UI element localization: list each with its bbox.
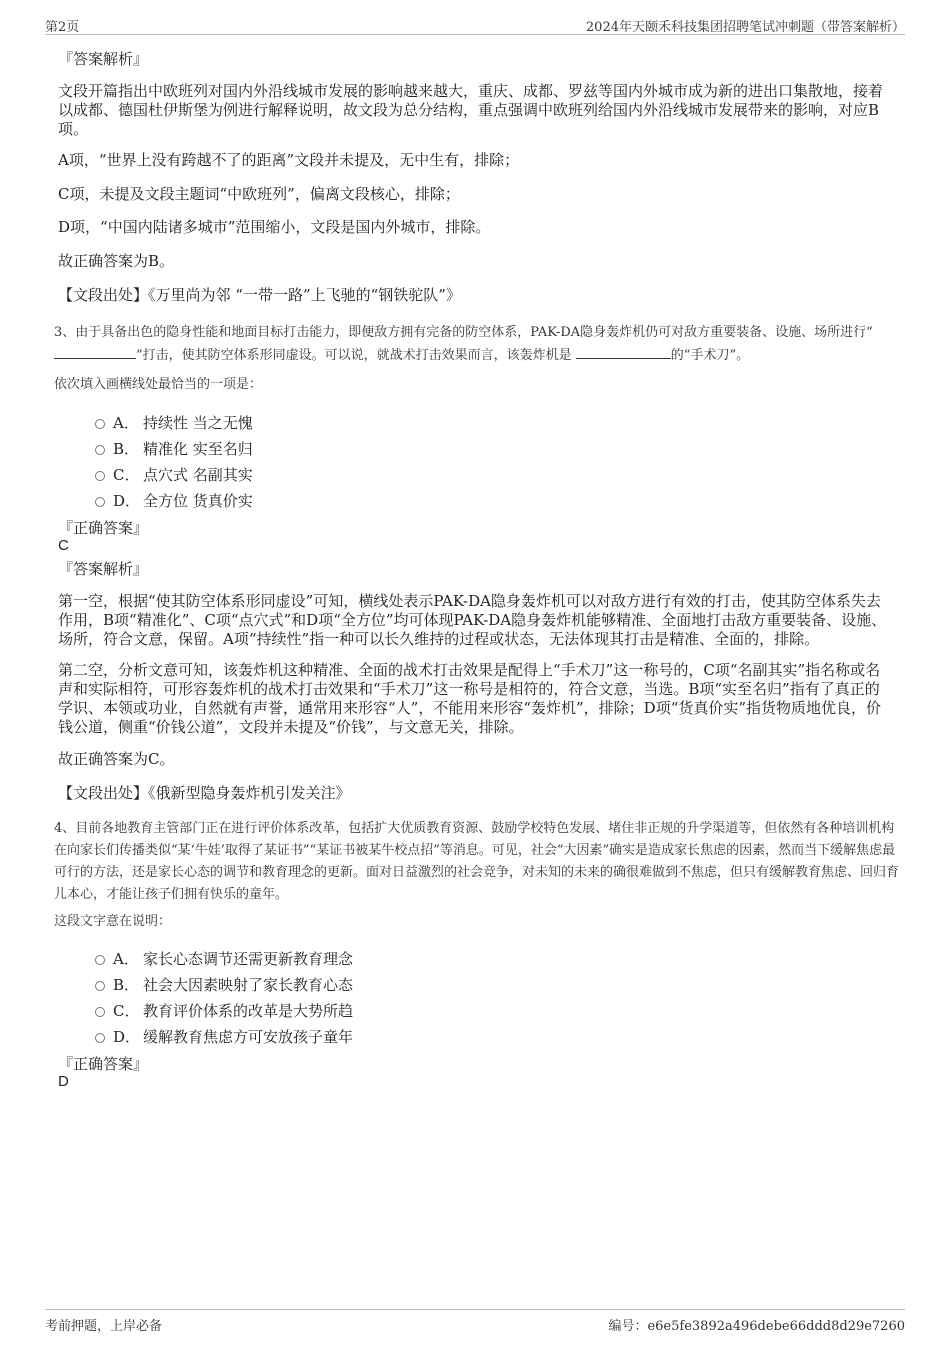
q4-answer-heading: 『正确答案』 [58,1055,149,1073]
q3-option-d[interactable]: D． 全方位 货真价实 [95,490,253,510]
q2-analysis-option-c: C项，未提及文段主题词“中欧班列”，偏离文段核心，排除； [58,185,460,203]
q4-option-d[interactable]: D． 缓解教育焦虑方可安放孩子童年 [95,1026,353,1046]
radio-icon[interactable] [95,1033,105,1043]
q4-option-c[interactable]: C． 教育评价体系的改革是大势所趋 [95,1000,353,1020]
q3-prompt: 依次填入画横线处最恰当的一项是： [54,377,263,392]
page-footer [45,1309,905,1334]
q2-analysis-heading: 『答案解析』 [58,50,149,68]
q3-analysis-paragraph-1: 第一空，根据“使其防空体系形同虚设”可知，横线处表示PAK-DA隐身轰炸机可以对敌方进行有效的打击，使其防空体系失去作用，B项“精准化”、C项“点穴式”和D项“全方位”均可体现PAK-DA隐身轰炸机能够精准、全面地打击敌方重要装备、设施、场所，符合文意，保留。A项“持续性”指一种可以长久维持的过程或状态，无法体现其打击是精准、全面的，排除。 [58,592,887,648]
radio-icon[interactable] [95,981,105,991]
page-header [45,14,905,35]
q2-source: 【文段出处】《万里尚为邻 “一带一路”上飞驰的“钢铁驼队”》 [58,286,461,304]
radio-icon[interactable] [95,1007,105,1017]
q3-answer: C [58,537,69,554]
radio-icon[interactable] [95,471,105,481]
q3-option-b[interactable]: B． 精准化 实至名归 [95,438,253,458]
q4-answer: D [58,1073,69,1090]
q3-option-a[interactable]: A． 持续性 当之无愧 [95,412,253,432]
radio-icon[interactable] [95,419,105,429]
radio-icon[interactable] [95,955,105,965]
page-number: 第2页 [45,20,80,35]
q2-conclusion: 故正确答案为B。 [58,252,175,270]
q3-option-c[interactable]: C． 点穴式 名副其实 [95,464,253,484]
q4-prompt: 这段文字意在说明： [54,914,172,929]
document-title: 2024年天颐禾科技集团招聘笔试冲刺题（带答案解析） [585,20,905,35]
q2-analysis-paragraph: 文段开篇指出中欧班列对国内外沿线城市发展的影响越来越大，重庆、成都、罗兹等国内外城市成为新的进出口集散地，接着以成都、德国杜伊斯堡为例进行解释说明，故文段为总分结构，重点强调中欧班列给国内外沿线城市发展带来的影响，对应B项。 [58,82,884,138]
document-code: 编号：e6e5fe3892a496debe66ddd8d29e7260 [608,1319,905,1334]
footer-slogan: 考前押题，上岸必备 [45,1319,163,1334]
q4-option-b[interactable]: B． 社会大因素映射了家长教育心态 [95,974,353,994]
radio-icon[interactable] [95,497,105,507]
q3-analysis-paragraph-2: 第二空，分析文意可知，该轰炸机这种精准、全面的战术打击效果是配得上“手术刀”这一称号的，C项“名副其实”指名称或名声和实际相符，可形容轰炸机的战术打击效果和“手术刀”这一称号是相符的，符合文意，当选。B项“实至名归”指有了真正的学识、本领或功业，自然就有声誉，通常用来形容“人”，不能用来形容“轰炸机”，排除；D项“货真价实”指货物质地优良，价钱公道，侧重“价钱公道”，文段并未提及“价钱”，与文意无关，排除。 [58,661,882,736]
q3-source: 【文段出处】《俄新型隐身轰炸机引发关注》 [58,784,351,802]
q3-stem: 3、由于具备出色的隐身性能和地面目标打击能力，即便敌方拥有完备的防空体系，PAK-DA隐身轰炸机仍可对敌方重要装备、设施、场所进行“”打击，使其防空体系形同虚设。可以说，就战术打击效果而言，该轰炸机是 的“手术刀”。 [54,325,873,363]
q3-conclusion: 故正确答案为C。 [58,750,175,768]
q4-stem: 4、目前各地教育主管部门正在进行评价体系改革，包括扩大优质教育资源、鼓励学校特色发展、堵住非正规的升学渠道等，但依然有各种培训机构在向家长们传播类似“某‘牛娃’取得了某证书”“某证书被某牛校点招”等消息。可见，社会“大因素”确实是造成家长焦虑的因素，然而当下缓解焦虑最可行的方法，还是家长心态的调节和教育理念的更新。面对日益激烈的社会竞争，对未知的未来的确很难做到不焦虑，但只有缓解教育焦虑、回归育儿本心，才能让孩子们拥有快乐的童年。 [54,821,900,902]
q3-analysis-heading: 『答案解析』 [58,560,149,578]
q2-analysis-option-d: D项，“中国内陆诸多城市”范围缩小，文段是国内外城市，排除。 [58,218,491,236]
q3-blank-2 [576,344,671,359]
q3-answer-heading: 『正确答案』 [58,519,149,537]
radio-icon[interactable] [95,445,105,455]
q2-analysis-option-a: A项，“世界上没有跨越不了的距离”文段并未提及，无中生有，排除； [58,151,520,169]
q4-option-a[interactable]: A． 家长心态调节还需更新教育理念 [95,948,353,968]
q3-blank-1 [54,344,136,359]
